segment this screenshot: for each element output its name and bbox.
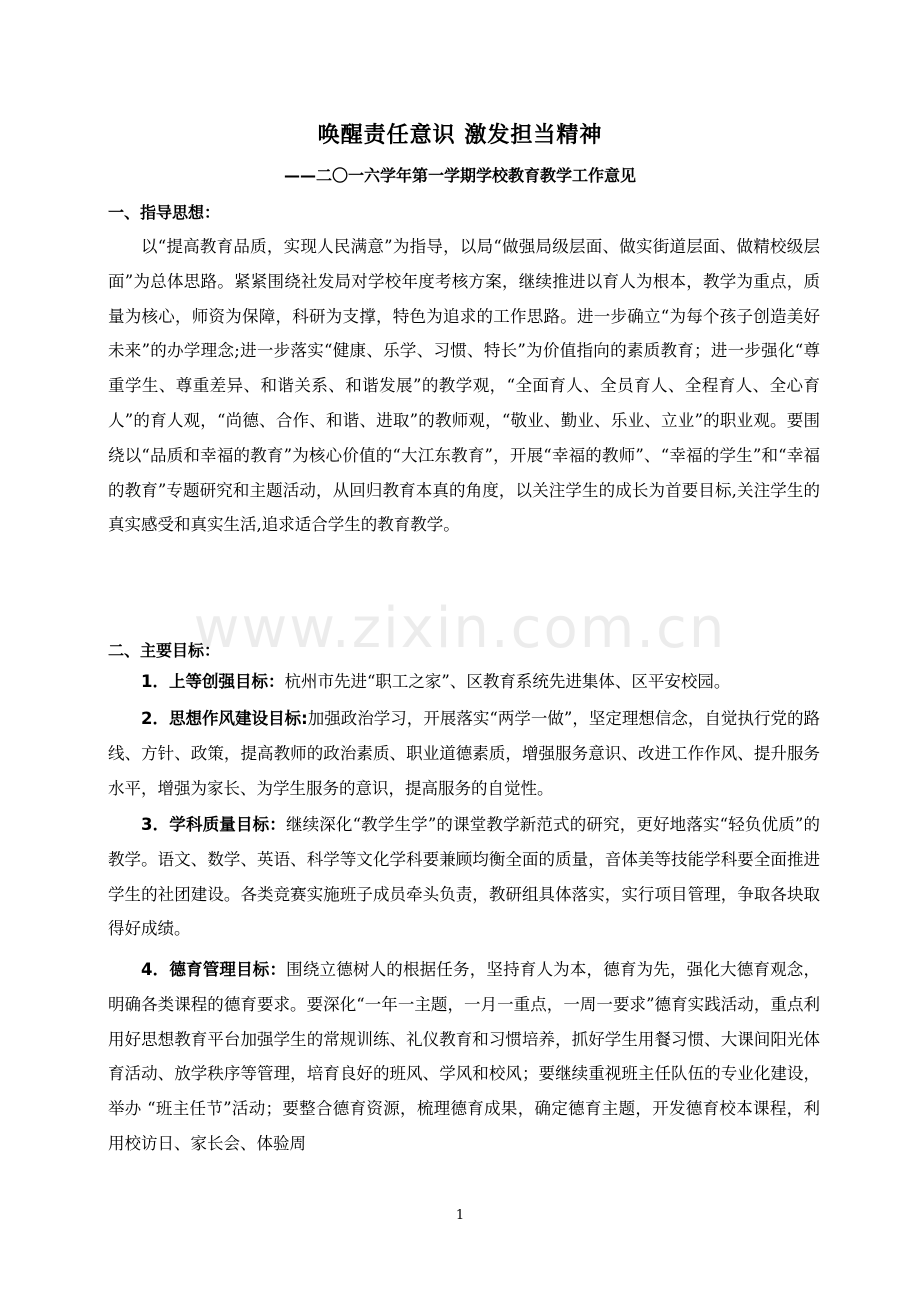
goal-item-text: 加强政治学习，开展落实“两学一做”，坚定理想信念，自觉执行党的路线、方针、政策，提高教师的政治素质、职业道德素质，增强服务意识、改进工作作风、提升服务水平，增强为家长、为学生服务的意识，提高服务的自觉性。: [108, 709, 820, 798]
goal-item-lead: 4．德育管理目标：: [141, 960, 287, 979]
goal-item-text: 围绕立德树人的根据任务，坚持育人为本，德育为先，强化大德育观念，明确各类课程的德育要求。要深化“一年一主题，一月一重点，一周一要求”德育实践活动，重点利用好思想教育平台加强学生的常规训练、礼仪教育和习惯培养，抓好学生用餐习惯、大课间阳光体育活动、放学秩序等管理，培育良好的班风、学风和校风；要继续重视班主任队伍的专业化建设，举办 “班主任节”活动；要整合德育资源，梳理德育成果，确定德育主题，开发德育校本课程，利用校访日、家长会、体验周: [108, 960, 820, 1153]
goal-item-lead: 3．学科质量目标：: [141, 815, 286, 834]
goal-item: [108, 808, 820, 947]
watermark: www.zixin.com.cn: [193, 596, 727, 661]
section-heading-main-goals: 二、主要目标：: [108, 641, 221, 660]
goal-item: [108, 953, 820, 1162]
goal-item: [108, 702, 820, 806]
goal-item: [108, 665, 820, 700]
goal-item-text: 杭州市先进“职工之家”、区教育系统先进集体、区平安校园。: [284, 672, 731, 691]
section-paragraph-guiding-thought: 以“提高教育品质，实现人民满意”为指导，以局“做强局级层面、做实街道层面、做精校级层面”为总体思路。紧紧围绕社发局对学校年度考核方案，继续推进以育人为根本，教学为重点，质量为核心，师资为保障，科研为支撑，特色为追求的工作思路。进一步确立“为每个孩子创造美好未来”的办学理念;进一步落实“健康、乐学、习惯、特长”为价值指向的素质教育；进一步强化“尊重学生、尊重差异、和谐关系、和谐发展”的教学观，“全面育人、全员育人、全程育人、全心育人”的育人观，“尚德、合作、和谐、进取”的教师观，“敬业、勤业、乐业、立业”的职业观。要围绕以“品质和幸福的教育”为核心价值的“大江东教育”，开展“幸福的教师”、“幸福的学生”和“幸福的教育”专题研究和主题活动，从回归教育本真的角度，以关注学生的成长为首要目标,关注学生的真实感受和真实生活,追求适合学生的教育教学。: [108, 237, 820, 535]
goal-item-lead: 2．思想作风建设目标:: [141, 709, 308, 728]
goal-item-text: 继续深化“教学生学”的课堂教学新范式的研究，更好地落实“轻负优质”的教学。语文、数学、英语、科学等文化学科要兼顾均衡全面的质量，音体美等技能学科要全面推进学生的社团建设。各类竞赛实施班子成员牵头负责，教研组具体落实，实行项目管理，争取各块取得好成绩。: [108, 815, 820, 939]
page-number: 1: [455, 1208, 465, 1223]
section-heading-guiding-thought: 一、指导思想：: [108, 203, 221, 222]
document-subtitle: ——二〇一六学年第一学期学校教育教学工作意见: [283, 166, 636, 185]
document-title: 唤醒责任意识 激发担当精神: [317, 123, 603, 148]
goal-item-lead: 1．上等创强目标：: [141, 672, 285, 691]
